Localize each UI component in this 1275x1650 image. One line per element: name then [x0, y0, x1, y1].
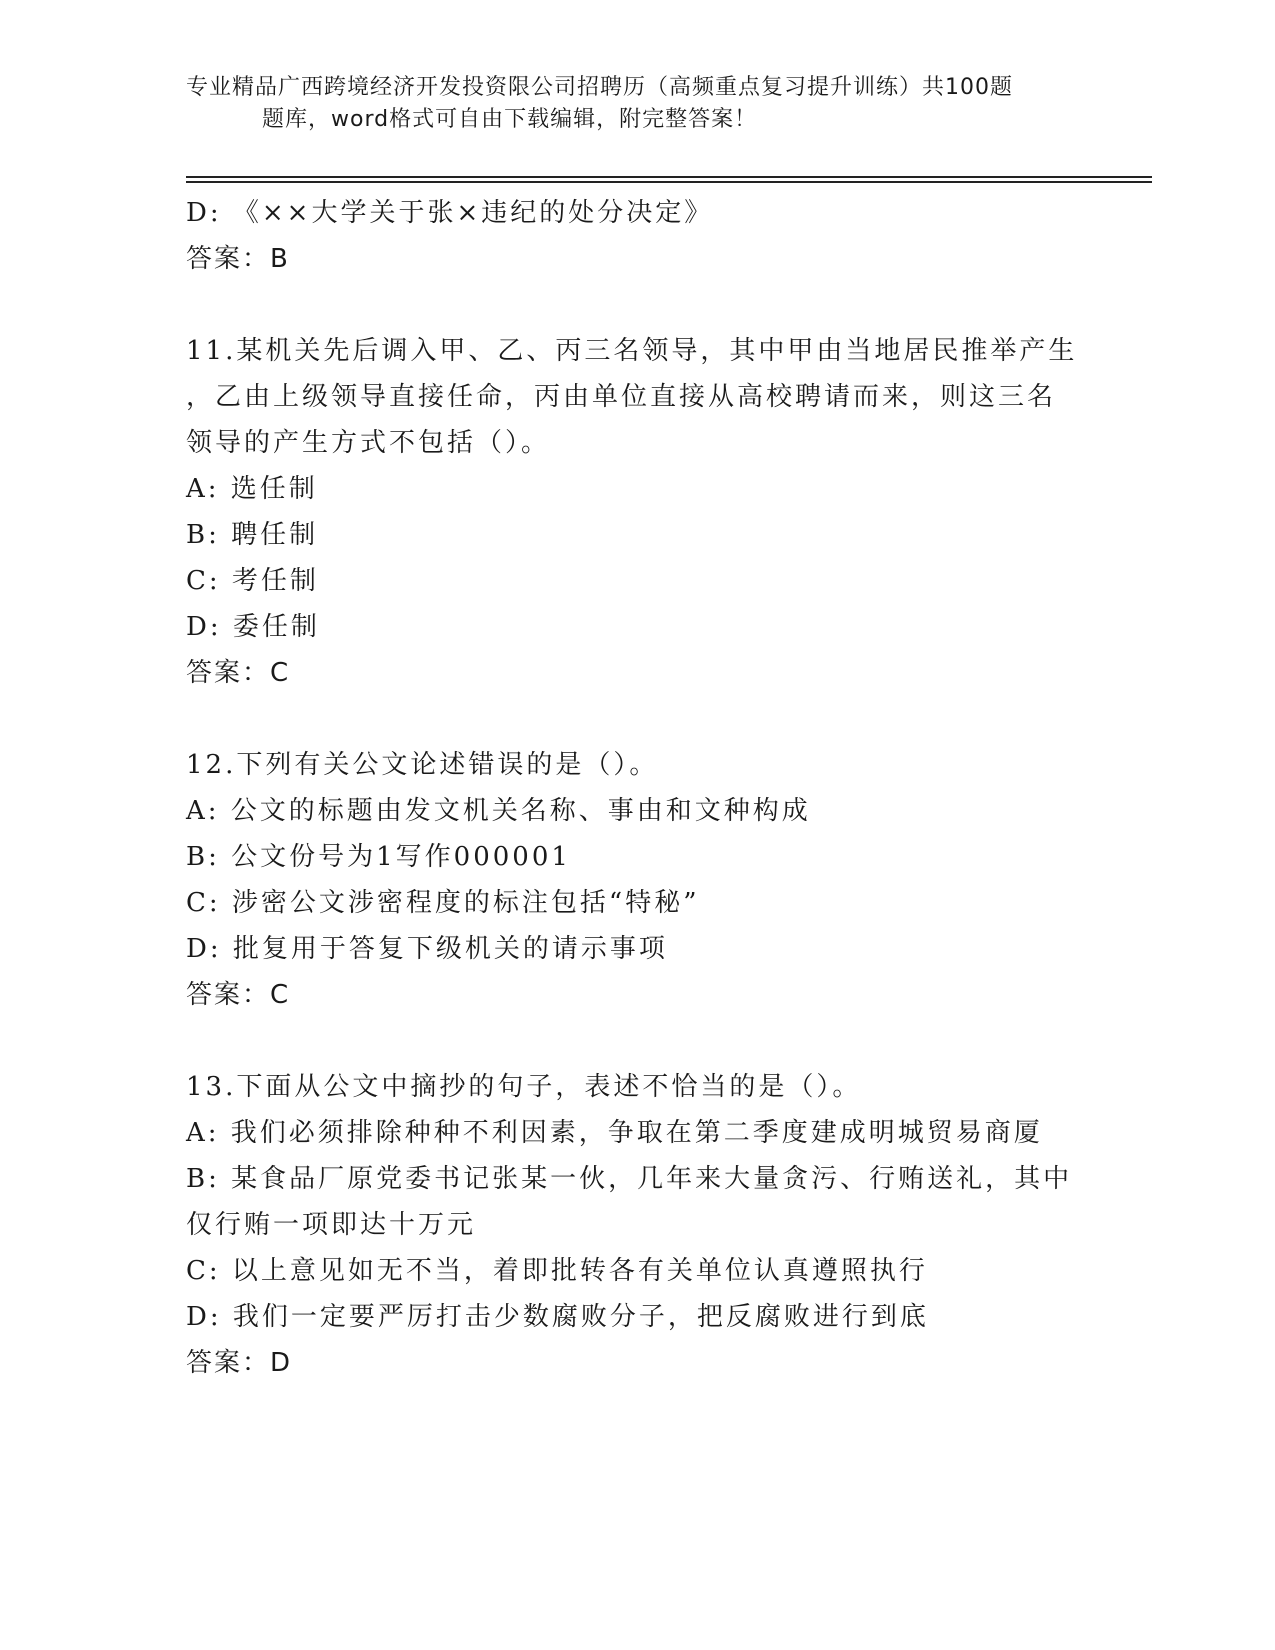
option-d: D: 我们一定要严厉打击少数腐败分子，把反腐败进行到底: [186, 1302, 929, 1332]
question-content: [186, 190, 1086, 1386]
answer-line: 答案：C: [186, 658, 291, 688]
header-title-line-2: 题库，word格式可自由下载编辑，附完整答案！: [262, 107, 758, 132]
question-stem-line: 11.某机关先后调入甲、乙、丙三名领导，其中甲由当地居民推举产生: [186, 336, 1078, 366]
answer-line: 答案：D: [186, 1348, 293, 1378]
option-a: A: 公文的标题由发文机关名称、事由和文种构成: [186, 796, 811, 826]
option-c: C: 涉密公文涉密程度的标注包括“特秘”: [186, 888, 700, 918]
document-header: [186, 72, 1086, 136]
spacer: [186, 282, 1086, 328]
option-b-continuation: 仅行贿一项即达十万元: [186, 1210, 477, 1240]
header-divider-bottom: [186, 181, 1152, 183]
option-c: C: 以上意见如无不当，着即批转各有关单位认真遵照执行: [186, 1256, 928, 1286]
option-a: A: 选任制: [186, 474, 318, 504]
question-12: [186, 742, 1086, 1018]
question-stem-line: 12.下列有关公文论述错误的是（）。: [186, 750, 659, 780]
question-11: [186, 328, 1086, 696]
question-stem-line: 领导的产生方式不包括（）。: [186, 428, 551, 458]
question-stem-line: 13.下面从公文中摘抄的句子，表述不恰当的是（）。: [186, 1072, 862, 1102]
option-d: D: 《××大学关于张×违纪的处分决定》: [186, 198, 714, 228]
answer-line: 答案：C: [186, 980, 291, 1010]
spacer: [186, 696, 1086, 742]
option-c: C: 考任制: [186, 566, 319, 596]
option-b: B: 公文份号为1写作000001: [186, 842, 571, 872]
header-title-line-1: 专业精品广西跨境经济开发投资限公司招聘历（高频重点复习提升训练）共100题: [186, 75, 1013, 100]
option-a: A: 我们必须排除种种不利因素，争取在第二季度建成明城贸易商厦: [186, 1118, 1043, 1148]
answer-line: 答案：B: [186, 244, 290, 274]
option-d: D: 委任制: [186, 612, 320, 642]
spacer: [186, 1018, 1086, 1064]
option-b: B: 聘任制: [186, 520, 319, 550]
option-b: B: 某食品厂原党委书记张某一伙，几年来大量贪污、行贿送礼，其中: [186, 1164, 1073, 1194]
previous-question-tail: [186, 190, 1086, 282]
question-13: [186, 1064, 1086, 1386]
question-stem-line: ，乙由上级领导直接任命，丙由单位直接从高校聘请而来，则这三名: [186, 382, 1057, 412]
option-d: D: 批复用于答复下级机关的请示事项: [186, 934, 668, 964]
header-divider-top: [186, 176, 1152, 178]
